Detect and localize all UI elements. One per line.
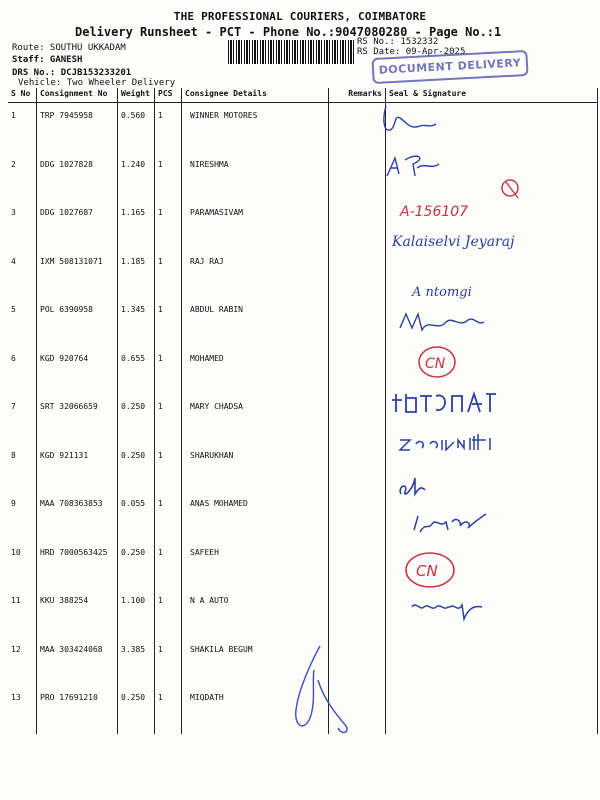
signature-row-12 (402, 548, 472, 596)
cell-weight: 0.250 (118, 443, 155, 492)
staff-label: Staff: GANESH (12, 55, 83, 65)
cell-consignee: ANAS MOHAMED (182, 491, 329, 540)
cell-sno: 4 (8, 249, 37, 298)
cell-remarks (329, 394, 386, 443)
cell-sno: 13 (8, 685, 37, 734)
cell-pcs: 1 (155, 637, 182, 686)
cell-signature (386, 637, 598, 686)
cell-consignee: PARAMASIVAM (182, 200, 329, 249)
cell-pcs: 1 (155, 588, 182, 637)
table-row (8, 346, 598, 395)
cell-weight: 0.055 (118, 491, 155, 540)
cell-pcs: 1 (155, 443, 182, 492)
header-signature: Seal & Signature (386, 88, 598, 103)
cell-sno: 3 (8, 200, 37, 249)
header-remarks: Remarks (329, 88, 386, 103)
cell-pcs: 1 (155, 346, 182, 395)
cell-remarks (329, 588, 386, 637)
signature-row-10 (395, 468, 435, 506)
cell-remarks (329, 346, 386, 395)
cell-sno: 8 (8, 443, 37, 492)
signature-row-5 (410, 278, 530, 306)
table-row (8, 443, 598, 492)
signature-row-7 (415, 342, 465, 386)
cell-remarks (329, 540, 386, 589)
cell-consignee: SHARUKHAN (182, 443, 329, 492)
company-title: THE PROFESSIONAL COURIERS, COIMBATORE (173, 10, 427, 23)
cell-weight: 1.185 (118, 249, 155, 298)
row12-cn-mark: CN (416, 562, 438, 580)
cell-sno: 1 (8, 103, 37, 152)
cell-weight: 0.250 (118, 540, 155, 589)
header-consignment: Consignment No (37, 88, 118, 103)
cell-sno: 12 (8, 637, 37, 686)
vehicle-label: Vehicle: Two Wheeler Delivery (18, 78, 176, 88)
cell-consignment-no: KKU 388254 (37, 588, 118, 637)
cell-consignee: WINNER MOTORES (182, 103, 329, 152)
cell-consignee: SAFEEH (182, 540, 329, 589)
cell-remarks (329, 200, 386, 249)
cell-consignment-no: SRT 32066659 (37, 394, 118, 443)
cell-weight: 1.345 (118, 297, 155, 346)
signature-row-13 (410, 595, 490, 625)
cell-pcs: 1 (155, 249, 182, 298)
cell-sno: 7 (8, 394, 37, 443)
cell-consignment-no: IXM 508131071 (37, 249, 118, 298)
cell-weight: 1.100 (118, 588, 155, 637)
cell-consignment-no: MAA 708363853 (37, 491, 118, 540)
cell-consignee: ABDUL RABIN (182, 297, 329, 346)
cell-weight: 1.240 (118, 152, 155, 201)
drs-number: DRS No.: DCJB153233201 (12, 68, 132, 78)
rs-date: RS Date: 09-Apr-2025 (357, 47, 466, 57)
cell-weight: 1.165 (118, 200, 155, 249)
signature-row-4 (390, 224, 550, 258)
row7-cn-mark: CN (425, 356, 446, 372)
cell-consignee: N A AUTO (182, 588, 329, 637)
cell-remarks (329, 491, 386, 540)
cell-remarks (329, 297, 386, 346)
header-consignee: Consignee Details (182, 88, 329, 103)
cell-consignee: RAJ RAJ (182, 249, 329, 298)
row4-handwritten-note: Kalaiselvi Jeyaraj (392, 234, 515, 250)
cell-consignee: SHAKILA BEGUM (182, 637, 329, 686)
cell-pcs: 1 (155, 152, 182, 201)
header-pcs: PCS (155, 88, 182, 103)
cell-weight: 0.560 (118, 103, 155, 152)
cell-pcs: 1 (155, 685, 182, 734)
cell-sno: 2 (8, 152, 37, 201)
bottom-scribble (288, 640, 358, 744)
cell-consignment-no: HRD 7000563425 (37, 540, 118, 589)
cell-sno: 6 (8, 346, 37, 395)
signature-row-9 (398, 430, 508, 458)
table-row (8, 491, 598, 540)
cell-consignee: NIRESHMA (182, 152, 329, 201)
row5-handwritten-note: A ntomgi (412, 285, 472, 300)
cell-pcs: 1 (155, 491, 182, 540)
cell-sno: 11 (8, 588, 37, 637)
signature-row-11 (412, 508, 492, 540)
signature-row-8 (392, 388, 502, 422)
cell-pcs: 1 (155, 394, 182, 443)
cell-weight: 0.250 (118, 685, 155, 734)
cell-weight: 0.655 (118, 346, 155, 395)
cell-pcs: 1 (155, 200, 182, 249)
cell-consignee: MOHAMED (182, 346, 329, 395)
cell-weight: 3.385 (118, 637, 155, 686)
cell-consignee: MIQDATH (182, 685, 329, 734)
cell-sno: 9 (8, 491, 37, 540)
table-row (8, 540, 598, 589)
cell-consignment-no: POL 6390958 (37, 297, 118, 346)
signature-row-6 (398, 308, 488, 342)
cell-consignment-no: KGD 920764 (37, 346, 118, 395)
row3-handwritten-note: A-156107 (400, 204, 469, 220)
barcode (228, 40, 354, 64)
route-label: Route: SOUTHU UKKADAM (12, 43, 126, 53)
table-row (8, 394, 598, 443)
cell-remarks (329, 249, 386, 298)
cell-sno: 10 (8, 540, 37, 589)
cell-remarks (329, 443, 386, 492)
table-row (8, 103, 598, 152)
runsheet-subtitle: Delivery Runsheet - PCT - Phone No.:9047080280 - Page No.:1 (75, 25, 502, 39)
cell-consignment-no: MAA 303424068 (37, 637, 118, 686)
table-row (8, 588, 598, 637)
signature-row-3 (398, 176, 538, 224)
document-delivery-stamp: DOCUMENT DELIVERY (371, 50, 528, 84)
cell-consignment-no: TRP 7945958 (37, 103, 118, 152)
cell-pcs: 1 (155, 297, 182, 346)
cell-pcs: 1 (155, 540, 182, 589)
table-header-row (8, 88, 598, 103)
header-weight: Weight (118, 88, 155, 103)
header-sno: S No (8, 88, 37, 103)
rs-number: RS No.: 1532332 (357, 37, 439, 47)
cell-sno: 5 (8, 297, 37, 346)
signature-row-1 (380, 100, 440, 144)
cell-consignment-no: KGD 921131 (37, 443, 118, 492)
cell-consignment-no: DDG 1027828 (37, 152, 118, 201)
cell-remarks (329, 103, 386, 152)
cell-consignee: MARY CHADSA (182, 394, 329, 443)
cell-signature (386, 685, 598, 734)
cell-pcs: 1 (155, 103, 182, 152)
cell-consignment-no: PRO 17691210 (37, 685, 118, 734)
cell-weight: 0.250 (118, 394, 155, 443)
cell-remarks (329, 152, 386, 201)
cell-consignment-no: DDG 1027687 (37, 200, 118, 249)
